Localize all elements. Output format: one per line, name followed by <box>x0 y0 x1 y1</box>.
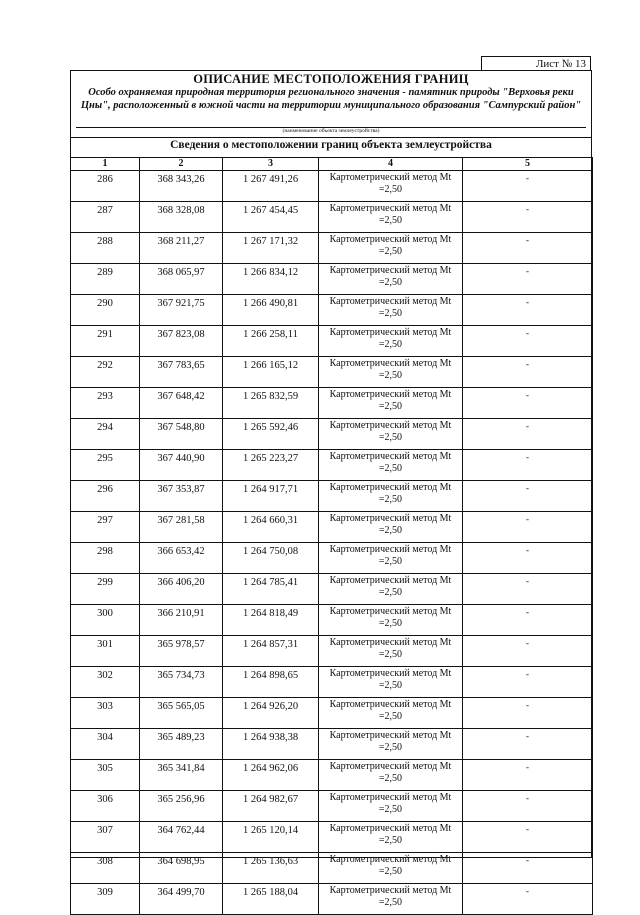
y-coordinate-cell: 1 265 120,14 <box>223 822 319 853</box>
point-number-cell: 305 <box>71 760 140 791</box>
method-text: Картометрический метод Mt <box>329 699 452 710</box>
method-text: Картометрический метод Mt <box>329 792 452 803</box>
x-coordinate-cell: 367 353,87 <box>140 481 223 512</box>
column-header: 3 <box>223 158 319 171</box>
method-text: Картометрический метод Mt <box>329 451 452 462</box>
method-text: Картометрический метод Mt <box>329 606 452 617</box>
x-coordinate-cell: 365 565,05 <box>140 698 223 729</box>
point-number-cell: 288 <box>71 233 140 264</box>
x-coordinate-cell: 367 823,08 <box>140 326 223 357</box>
y-coordinate-cell: 1 265 136,63 <box>223 853 319 884</box>
method-cell <box>319 760 463 791</box>
note-cell: - <box>463 822 593 853</box>
y-coordinate-cell: 1 265 188,04 <box>223 884 319 915</box>
y-coordinate-cell: 1 264 982,67 <box>223 791 319 822</box>
x-coordinate-cell: 364 762,44 <box>140 822 223 853</box>
mt-value: =2,50 <box>378 897 403 908</box>
method-text: Картометрический метод Mt <box>329 172 452 183</box>
method-cell <box>319 574 463 605</box>
note-cell: - <box>463 171 593 202</box>
table-row <box>71 760 593 791</box>
point-number-cell: 292 <box>71 357 140 388</box>
section-title: Сведения о местоположении границ объекта землеустройства <box>170 139 492 151</box>
note-cell: - <box>463 481 593 512</box>
x-coordinate-cell: 365 978,57 <box>140 636 223 667</box>
table-row <box>71 481 593 512</box>
point-number-cell: 308 <box>71 853 140 884</box>
object-description: Особо охраняемая природная территория регионального значения - памятник природы "Верховья реки Цны", расположенный в южной части на территории муниципального образования "Сампурский район" <box>80 87 582 111</box>
y-coordinate-cell: 1 267 491,26 <box>223 171 319 202</box>
point-number-cell: 287 <box>71 202 140 233</box>
method-cell <box>319 233 463 264</box>
x-coordinate-cell: 365 489,23 <box>140 729 223 760</box>
method-text: Картометрический метод Mt <box>329 234 452 245</box>
x-coordinate-cell: 364 698,95 <box>140 853 223 884</box>
method-cell <box>319 202 463 233</box>
mt-value: =2,50 <box>378 835 403 846</box>
point-number-cell: 286 <box>71 171 140 202</box>
method-text: Картометрический метод Mt <box>329 637 452 648</box>
x-coordinate-cell: 365 341,84 <box>140 760 223 791</box>
y-coordinate-cell: 1 265 832,59 <box>223 388 319 419</box>
note-cell: - <box>463 450 593 481</box>
note-cell: - <box>463 698 593 729</box>
note-cell: - <box>463 295 593 326</box>
method-cell <box>319 667 463 698</box>
method-cell <box>319 729 463 760</box>
method-cell <box>319 605 463 636</box>
y-coordinate-cell: 1 265 223,27 <box>223 450 319 481</box>
method-text: Картометрический метод Mt <box>329 513 452 524</box>
method-cell <box>319 853 463 884</box>
column-header: 2 <box>140 158 223 171</box>
y-coordinate-cell: 1 265 592,46 <box>223 419 319 450</box>
method-text: Картометрический метод Mt <box>329 730 452 741</box>
method-cell <box>319 481 463 512</box>
method-cell <box>319 171 463 202</box>
note-cell: - <box>463 574 593 605</box>
note-cell: - <box>463 729 593 760</box>
point-number-cell: 306 <box>71 791 140 822</box>
table-row <box>71 388 593 419</box>
note-cell: - <box>463 760 593 791</box>
method-text: Картометрический метод Mt <box>329 358 452 369</box>
method-cell <box>319 884 463 915</box>
method-text: Картометрический метод Mt <box>329 389 452 400</box>
mt-value: =2,50 <box>378 525 403 536</box>
x-coordinate-cell: 364 499,70 <box>140 884 223 915</box>
point-number-cell: 298 <box>71 543 140 574</box>
method-text: Картометрический метод Mt <box>329 885 452 896</box>
mt-value: =2,50 <box>378 680 403 691</box>
y-coordinate-cell: 1 266 258,11 <box>223 326 319 357</box>
method-cell <box>319 419 463 450</box>
y-coordinate-cell: 1 264 750,08 <box>223 543 319 574</box>
mt-value: =2,50 <box>378 370 403 381</box>
table-row <box>71 822 593 853</box>
mt-value: =2,50 <box>378 463 403 474</box>
mt-value: =2,50 <box>378 742 403 753</box>
method-text: Картометрический метод Mt <box>329 482 452 493</box>
method-text: Картометрический метод Mt <box>329 265 452 276</box>
mt-value: =2,50 <box>378 339 403 350</box>
mt-value: =2,50 <box>378 866 403 877</box>
method-text: Картометрический метод Mt <box>329 854 452 865</box>
x-coordinate-cell: 368 343,26 <box>140 171 223 202</box>
mt-value: =2,50 <box>378 432 403 443</box>
table-row <box>71 884 593 915</box>
method-text: Картометрический метод Mt <box>329 420 452 431</box>
method-cell <box>319 698 463 729</box>
mt-value: =2,50 <box>378 556 403 567</box>
table-row <box>71 171 593 202</box>
method-cell <box>319 326 463 357</box>
point-number-cell: 293 <box>71 388 140 419</box>
table-row <box>71 357 593 388</box>
mt-value: =2,50 <box>378 587 403 598</box>
point-number-cell: 296 <box>71 481 140 512</box>
method-cell <box>319 543 463 574</box>
x-coordinate-cell: 367 281,58 <box>140 512 223 543</box>
method-cell <box>319 636 463 667</box>
mt-value: =2,50 <box>378 215 403 226</box>
y-coordinate-cell: 1 264 938,38 <box>223 729 319 760</box>
point-number-cell: 299 <box>71 574 140 605</box>
point-number-cell: 297 <box>71 512 140 543</box>
mt-value: =2,50 <box>378 773 403 784</box>
note-cell: - <box>463 202 593 233</box>
x-coordinate-cell: 367 648,42 <box>140 388 223 419</box>
section-divider <box>70 137 592 138</box>
mt-value: =2,50 <box>378 649 403 660</box>
y-coordinate-cell: 1 266 834,12 <box>223 264 319 295</box>
y-coordinate-cell: 1 264 898,65 <box>223 667 319 698</box>
mt-value: =2,50 <box>378 494 403 505</box>
method-cell <box>319 512 463 543</box>
y-coordinate-cell: 1 264 818,49 <box>223 605 319 636</box>
mt-value: =2,50 <box>378 246 403 257</box>
point-number-cell: 307 <box>71 822 140 853</box>
point-number-cell: 290 <box>71 295 140 326</box>
y-coordinate-cell: 1 264 857,31 <box>223 636 319 667</box>
note-cell: - <box>463 853 593 884</box>
method-cell <box>319 388 463 419</box>
y-coordinate-cell: 1 264 785,41 <box>223 574 319 605</box>
x-coordinate-cell: 367 548,80 <box>140 419 223 450</box>
mt-value: =2,50 <box>378 401 403 412</box>
x-coordinate-cell: 367 783,65 <box>140 357 223 388</box>
page-title: ОПИСАНИЕ МЕСТОПОЛОЖЕНИЯ ГРАНИЦ <box>193 72 469 86</box>
note-cell: - <box>463 512 593 543</box>
method-text: Картометрический метод Mt <box>329 668 452 679</box>
y-coordinate-cell: 1 266 490,81 <box>223 295 319 326</box>
x-coordinate-cell: 365 256,96 <box>140 791 223 822</box>
y-coordinate-cell: 1 264 917,71 <box>223 481 319 512</box>
method-text: Картометрический метод Mt <box>329 327 452 338</box>
point-number-cell: 291 <box>71 326 140 357</box>
point-number-cell: 302 <box>71 667 140 698</box>
column-header: 1 <box>71 158 140 171</box>
y-coordinate-cell: 1 264 962,06 <box>223 760 319 791</box>
table-row <box>71 543 593 574</box>
point-number-cell: 300 <box>71 605 140 636</box>
point-number-cell: 294 <box>71 419 140 450</box>
note-cell: - <box>463 605 593 636</box>
x-coordinate-cell: 366 406,20 <box>140 574 223 605</box>
note-cell: - <box>463 791 593 822</box>
method-cell <box>319 822 463 853</box>
mt-value: =2,50 <box>378 804 403 815</box>
y-coordinate-cell: 1 267 454,45 <box>223 202 319 233</box>
y-coordinate-cell: 1 264 926,20 <box>223 698 319 729</box>
table-row <box>71 667 593 698</box>
method-cell <box>319 450 463 481</box>
table-row <box>71 450 593 481</box>
method-text: Картометрический метод Mt <box>329 544 452 555</box>
table-row <box>71 202 593 233</box>
boundary-points-table <box>70 157 593 915</box>
method-text: Картометрический метод Mt <box>329 761 452 772</box>
mt-value: =2,50 <box>378 618 403 629</box>
y-coordinate-cell: 1 266 165,12 <box>223 357 319 388</box>
name-caption: (наименование объекта землеустройства) <box>282 128 380 134</box>
table-row <box>71 233 593 264</box>
header-row <box>71 158 593 171</box>
note-cell: - <box>463 419 593 450</box>
x-coordinate-cell: 366 210,91 <box>140 605 223 636</box>
mt-value: =2,50 <box>378 308 403 319</box>
method-text: Картометрический метод Mt <box>329 575 452 586</box>
x-coordinate-cell: 368 211,27 <box>140 233 223 264</box>
table-row <box>71 791 593 822</box>
note-cell: - <box>463 636 593 667</box>
point-number-cell: 309 <box>71 884 140 915</box>
note-cell: - <box>463 233 593 264</box>
x-coordinate-cell: 367 440,90 <box>140 450 223 481</box>
method-text: Картометрический метод Mt <box>329 823 452 834</box>
table-row <box>71 605 593 636</box>
x-coordinate-cell: 368 065,97 <box>140 264 223 295</box>
method-cell <box>319 357 463 388</box>
note-cell: - <box>463 543 593 574</box>
sheet-number: Лист № 13 <box>481 56 591 70</box>
mt-value: =2,50 <box>378 711 403 722</box>
column-header: 4 <box>319 158 463 171</box>
table-row <box>71 419 593 450</box>
note-cell: - <box>463 264 593 295</box>
table-row <box>71 264 593 295</box>
table-row <box>71 729 593 760</box>
column-header: 5 <box>463 158 593 171</box>
note-cell: - <box>463 884 593 915</box>
x-coordinate-cell: 367 921,75 <box>140 295 223 326</box>
x-coordinate-cell: 368 328,08 <box>140 202 223 233</box>
y-coordinate-cell: 1 264 660,31 <box>223 512 319 543</box>
note-cell: - <box>463 357 593 388</box>
mt-value: =2,50 <box>378 184 403 195</box>
method-cell <box>319 295 463 326</box>
x-coordinate-cell: 365 734,73 <box>140 667 223 698</box>
table-row <box>71 636 593 667</box>
mt-value: =2,50 <box>378 277 403 288</box>
x-coordinate-cell: 366 653,42 <box>140 543 223 574</box>
point-number-cell: 295 <box>71 450 140 481</box>
table-row <box>71 698 593 729</box>
method-cell <box>319 791 463 822</box>
point-number-cell: 304 <box>71 729 140 760</box>
method-text: Картометрический метод Mt <box>329 296 452 307</box>
table-row <box>71 853 593 884</box>
table-row <box>71 326 593 357</box>
note-cell: - <box>463 326 593 357</box>
note-cell: - <box>463 667 593 698</box>
point-number-cell: 289 <box>71 264 140 295</box>
y-coordinate-cell: 1 267 171,32 <box>223 233 319 264</box>
table-row <box>71 574 593 605</box>
table-row <box>71 512 593 543</box>
method-cell <box>319 264 463 295</box>
point-number-cell: 301 <box>71 636 140 667</box>
method-text: Картометрический метод Mt <box>329 203 452 214</box>
table-row <box>71 295 593 326</box>
point-number-cell: 303 <box>71 698 140 729</box>
note-cell: - <box>463 388 593 419</box>
